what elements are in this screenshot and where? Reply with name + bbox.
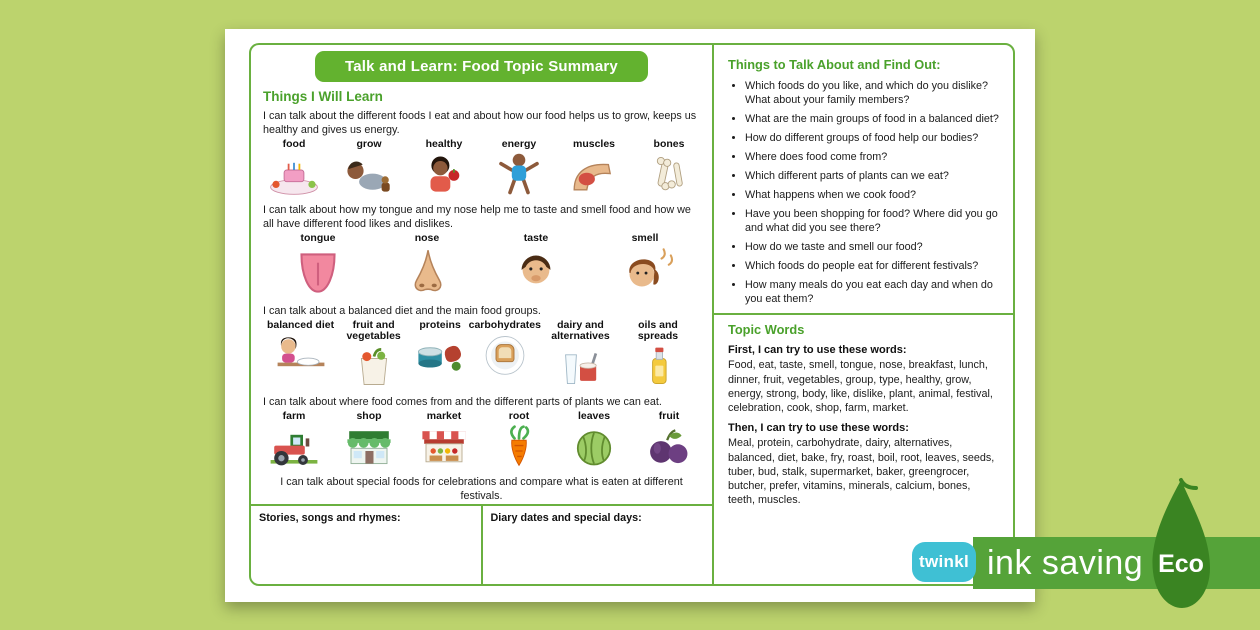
talk-questions-list [728, 79, 999, 306]
first-words-list: Food, eat, taste, smell, tongue, nose, breakfast, lunch, dinner, fruit, vegetables, group, type, healthy, grow, energy, strong, body, like, dislike, plant, animal, festival, celebration, cook, shop, farm, market. [728, 359, 993, 415]
left-column [251, 45, 712, 584]
vocab-label: carbohydrates [468, 318, 541, 331]
woman-smelling-icon [614, 246, 676, 298]
vocab-item [642, 139, 696, 197]
vegetable-bag-icon [347, 344, 401, 389]
illustration-row-4 [263, 411, 700, 469]
vocab-item [342, 139, 396, 197]
vocab-label: nose [414, 231, 440, 244]
tongue-icon [287, 246, 349, 298]
vocab-item [567, 139, 621, 197]
tractor-icon [267, 424, 321, 469]
vocab-item [267, 139, 321, 197]
vocab-item [413, 320, 467, 378]
bones-icon [642, 152, 696, 197]
vocab-item [336, 320, 412, 390]
market-stall-icon [417, 424, 471, 469]
vocab-label: oils and spreads [637, 318, 679, 343]
vocab-item [542, 320, 618, 390]
illustration-row-2 [263, 233, 700, 298]
vocab-item [642, 411, 696, 469]
nose-icon [396, 246, 458, 298]
vocab-label: leaves [577, 410, 611, 423]
vocab-label: food [282, 138, 306, 151]
vocab-label: root [508, 410, 530, 423]
vocab-item [417, 411, 471, 469]
girl-eating-meal-icon [274, 332, 328, 377]
things-i-will-learn-heading: Things I Will Learn [263, 89, 383, 104]
lettuce-icon [567, 424, 621, 469]
ink-saving-text: ink saving [987, 543, 1144, 582]
vocab-label: smell [631, 231, 659, 244]
worksheet-page [225, 29, 1035, 602]
question-item: • What happens when we cook food? [745, 188, 999, 202]
question-item: • Which foods do people eat for different festivals? [745, 259, 999, 273]
then-words-label: Then, I can try to use these words: [728, 422, 909, 435]
eco-text: Eco [1158, 550, 1204, 578]
vocab-item [396, 233, 458, 298]
first-words-label: First, I can try to use these words: [728, 344, 907, 357]
bread-plate-icon [478, 332, 532, 377]
jumping-child-icon [492, 152, 546, 197]
vocab-item [469, 320, 541, 378]
boy-eating-apple-icon [417, 152, 471, 197]
vocab-label: farm [282, 410, 306, 423]
vocab-label: muscles [572, 138, 616, 151]
worksheet-border [249, 43, 1015, 586]
learning-statement-3: I can talk about a balanced diet and the main food groups. [263, 304, 541, 317]
diary-dates-box [483, 506, 713, 584]
oil-bottle-icon [631, 344, 685, 389]
page-title: Talk and Learn: Food Topic Summary [315, 51, 648, 82]
girl-tasting-icon [505, 246, 567, 298]
vocab-item [567, 411, 621, 469]
section-divider [714, 313, 1013, 315]
learning-statement-1: I can talk about the different foods I eat and about how our food helps us to grow, keeps us healthy and gives us energy. [263, 110, 697, 137]
illustration-row-1 [263, 139, 700, 197]
vocab-label: fruit [658, 410, 680, 423]
vocab-item [492, 411, 546, 469]
vocab-label: grow [356, 138, 382, 151]
vocab-label: tongue [300, 231, 336, 244]
question-item: • Have you been shopping for food? Where did you go and what did you see there? [745, 207, 999, 235]
then-words-list: Meal, protein, carbohydrate, dairy, alternatives, balanced, diet, bake, fry, roast, boil, root, leaves, seeds, tuber, bud, stalk, supermarket, baker, greengrocer, butcher, prefer, vitamins, minerals, calcium, bones, teeth, muscles. [728, 437, 995, 507]
plums-icon [642, 424, 696, 469]
question-item: • How many meals do you eat each day and when do you eat them? [745, 278, 999, 306]
crawling-child-icon [342, 152, 396, 197]
stories-songs-label: Stories, songs and rhymes: [259, 512, 401, 524]
vocab-item [614, 233, 676, 298]
party-food-icon [267, 152, 321, 197]
question-item: • How do we taste and smell our food? [745, 240, 999, 254]
illustration-row-3 [263, 320, 700, 390]
vocab-label: healthy [425, 138, 463, 151]
topic-words-heading: Topic Words [728, 322, 805, 338]
vocab-label: balanced diet [267, 318, 335, 331]
vocab-label: dairy and alternatives [551, 318, 610, 343]
question-item: • Where does food come from? [745, 150, 999, 164]
vocab-label: shop [356, 410, 382, 423]
carrot-icon [492, 424, 546, 469]
footer-boxes [251, 504, 712, 584]
leaf-icon [1140, 476, 1222, 610]
learning-statement-5: I can talk about special foods for celebrations and compare what is eaten at different festivals. [280, 475, 683, 502]
arm-muscle-icon [567, 152, 621, 197]
stories-songs-box [251, 506, 483, 584]
question-item: • Which different parts of plants can we eat? [745, 169, 999, 183]
vocab-label: energy [501, 138, 537, 151]
question-item: • What are the main groups of food in a balanced diet? [745, 112, 999, 126]
vocab-item [505, 233, 567, 298]
tuna-can-icon [413, 332, 467, 377]
vocab-label: bones [653, 138, 685, 151]
vocab-label: proteins [419, 318, 461, 331]
vocab-item [287, 233, 349, 298]
vocab-item [267, 320, 334, 378]
talk-about-heading: Things to Talk About and Find Out: [728, 57, 941, 72]
learning-statement-4: I can talk about where food comes from and the different parts of plants we can eat. [263, 396, 662, 409]
vocab-item [267, 411, 321, 469]
vocab-label: market [426, 410, 462, 423]
milk-yogurt-icon [553, 344, 607, 389]
learning-statement-2: I can talk about how my tongue and my nose help me to taste and smell food and how we all have different food likes and dislikes. [263, 203, 691, 230]
vocab-item [417, 139, 471, 197]
shop-front-icon [342, 424, 396, 469]
vocab-label: taste [523, 231, 549, 244]
question-item: • How do different groups of food help our bodies? [745, 131, 999, 145]
diary-dates-label: Diary dates and special days: [490, 512, 642, 524]
twinkl-logo: twinkl [912, 542, 976, 582]
vocab-item [492, 139, 546, 197]
question-item: • Which foods do you like, and which do you dislike? What about your family members? [745, 79, 999, 107]
vocab-item [342, 411, 396, 469]
eco-leaf-logo [1140, 476, 1222, 610]
vocab-item [620, 320, 696, 390]
vocab-label: fruit and vegetables [346, 318, 401, 343]
right-column [712, 45, 1013, 584]
